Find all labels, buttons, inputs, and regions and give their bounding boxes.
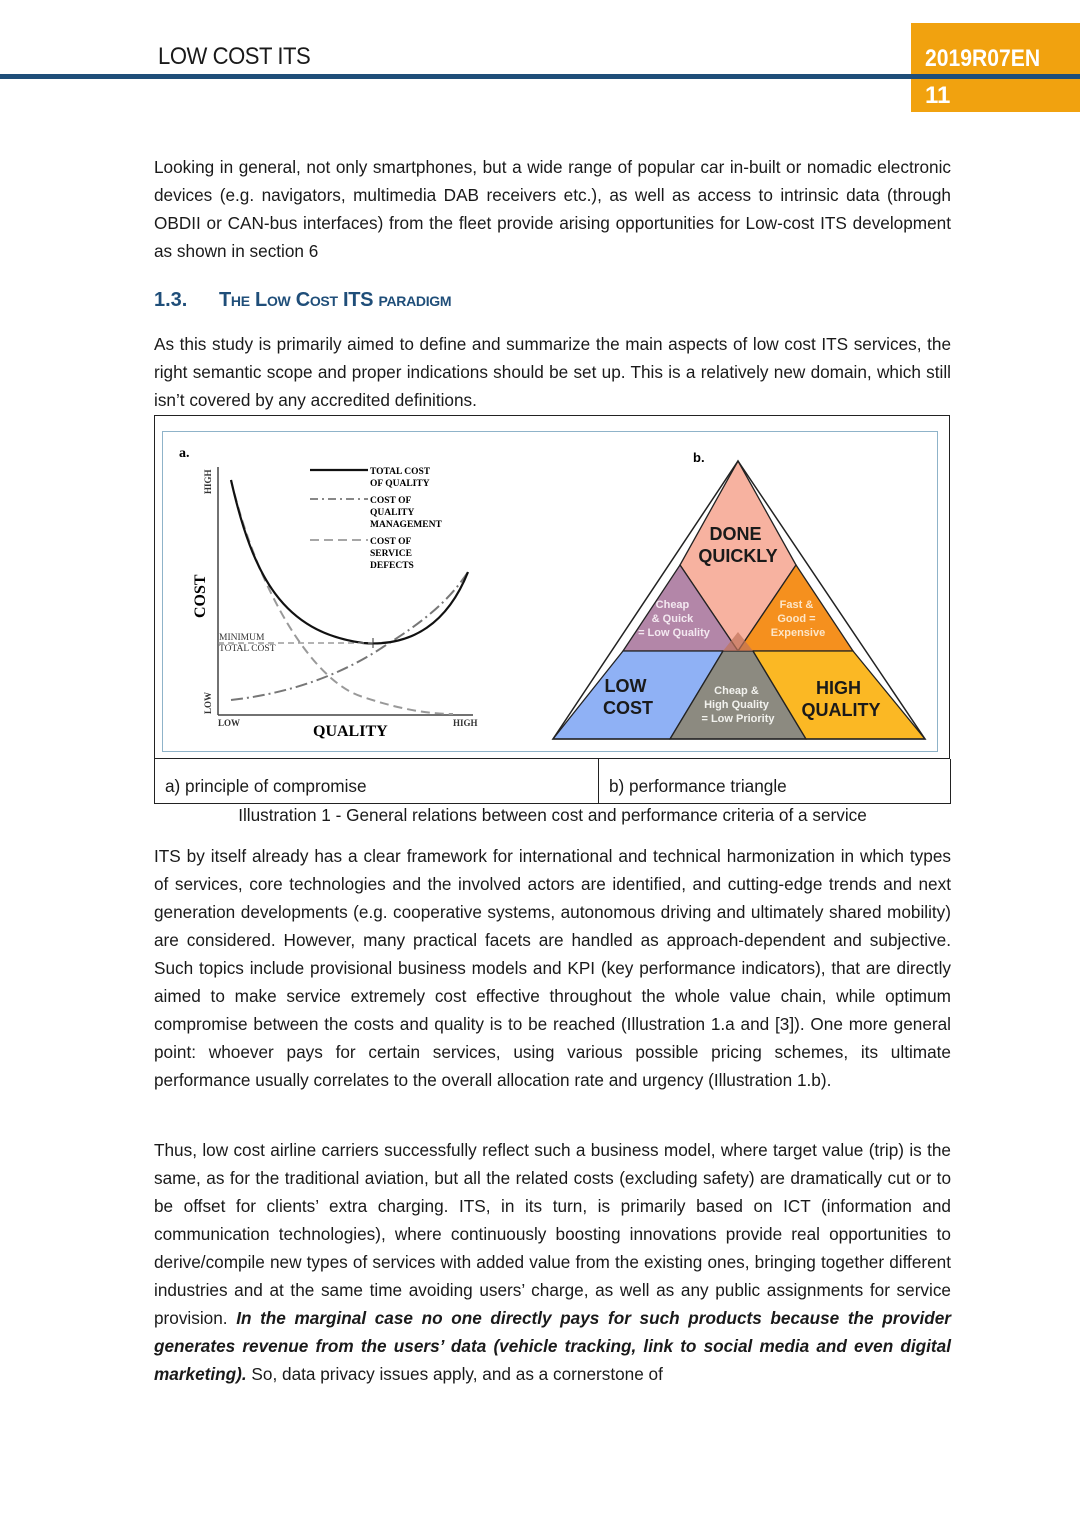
section-title: The Low Cost ITS paradigm	[219, 289, 452, 311]
low-cost-line-1: LOW	[604, 676, 647, 696]
legend-total-cost	[370, 467, 432, 489]
legend-total-cost-line-1: TOTAL COST	[370, 467, 430, 477]
legend-sd-line-1: COST OF	[370, 537, 411, 547]
legend-service-defects	[370, 537, 414, 571]
cheap-quick-line-2: & Quick	[651, 613, 694, 625]
running-header-title: LOW COST ITS	[158, 43, 311, 70]
fast-good-line-3: Expensive	[770, 627, 826, 639]
legend-sd-line-3: DEFECTS	[370, 561, 414, 571]
high-quality-line-2: QUALITY	[801, 700, 881, 720]
fast-good-line-1: Fast &	[779, 599, 814, 611]
total-cost-curve	[231, 480, 468, 643]
paragraph-low-cost-airlines	[154, 1136, 951, 1388]
paragraph-text-1: Thus, low cost airline carriers successfully reflect such a business model, where target value (trip) is the same, as for the traditional aviation, but all the related costs (excluding safety) are dramatically cut or to be offset for clients’ extra charging. ITS, in its turn, is primarily based on ICT (information and communication technologies), where continuously boosting innovations provide real opportunities to derive/compile new types of services with added value from the existing ones, bringing together different industries and at the same time avoiding users’ charge, as well as any public assignments for service provision.	[154, 1140, 951, 1328]
legend-qm-line-3: MANAGEMENT	[370, 520, 442, 530]
y-high-label: HIGH	[203, 469, 213, 494]
cheap-hq-line-2: High Quality	[704, 699, 769, 711]
legend-total-cost-line-2: OF QUALITY	[370, 479, 430, 489]
x-high-label: HIGH	[453, 718, 478, 728]
figure-caption-table	[154, 759, 951, 804]
minimum-annotation-line-2: TOTAL COST	[219, 644, 276, 654]
panel-b-performance-triangle	[548, 432, 948, 751]
legend-sd-line-2: SERVICE	[370, 549, 412, 559]
minimum-annotation-line-1: MINIMUM	[219, 633, 265, 643]
cheap-quick-line-3: = Low Quality	[638, 627, 710, 639]
done-quickly-line-1: DONE	[709, 524, 762, 544]
cheap-hq-line-1: Cheap &	[714, 685, 759, 697]
page-number: 11	[925, 82, 951, 109]
emphasized-statement: In the marginal case no one directly pays for such products because the provider generates revenue from the users’ data (vehicle tracking, link to social media and even digital marketing).	[154, 1308, 951, 1384]
caption-panel-a: a) principle of compromise	[155, 759, 599, 803]
intro-paragraph: Looking in general, not only smartphones, but a wide range of popular car in-built or nomadic electronic devices (e.g. navigators, multimedia DAB receivers etc.), as well as access to intrinsic data (through OBDII or CAN-bus interfaces) from the fleet provide arising opportunities for Low-cost ITS development as shown in section 6	[154, 157, 951, 261]
legend-qm-line-2: QUALITY	[370, 508, 414, 518]
panel-b-label: b.	[693, 450, 705, 465]
y-low-label: LOW	[203, 691, 213, 714]
header-rule	[0, 74, 1080, 79]
cheap-hq-line-3: = Low Priority	[701, 713, 775, 725]
service-defects-curve	[231, 480, 453, 714]
section-number: 1.3.	[154, 289, 188, 311]
x-axis-label: QUALITY	[313, 723, 388, 740]
x-low-label: LOW	[218, 718, 241, 728]
illustration-caption: Illustration 1 - General relations between cost and performance criteria of a service	[238, 805, 867, 825]
paragraph-text-2: So, data privacy issues apply, and as a cornerstone of	[246, 1364, 663, 1384]
fast-good-line-2: Good =	[777, 613, 816, 625]
legend-quality-management	[370, 496, 442, 530]
y-axis-label: COST	[192, 574, 209, 618]
cheap-quick-line-1: Cheap	[655, 599, 690, 611]
section-paragraph: As this study is primarily aimed to define and summarize the main aspects of low cost ITS services, the right semantic scope and proper indications should be set up. This is a relatively new domain, which still isn’t covered by any accredited definitions.	[154, 334, 951, 410]
high-quality-line-1: HIGH	[815, 678, 861, 698]
done-quickly-line-2: QUICKLY	[698, 546, 778, 566]
figure-inner	[162, 431, 938, 752]
minimum-annotation	[219, 633, 276, 654]
caption-panel-b: b) performance triangle	[609, 776, 787, 796]
legend-qm-line-1: COST OF	[370, 496, 411, 506]
panel-a-cost-quality-chart	[163, 432, 493, 751]
low-cost-line-2: COST	[602, 698, 654, 718]
document-code: 2019R07EN	[925, 45, 1041, 72]
chart-legend	[310, 467, 442, 571]
paragraph-framework: ITS by itself already has a clear framework for international and technical harmonization in which types of services, core technologies and the involved actors are identified, and cutting-edge trends and next generation developments (e.g. cooperative systems, autonomous driving and ultimately shared mobility) are considered. However, many practical facets are handled as approach-dependent and subjective. Such topics include provisional business models and KPI (key performance indicators), that are directly aimed to make service extremely cost effective throughout the whole value chain, while optimum compromise between the costs and quality is to be reached (Illustration 1.a and [3]). One more general point: whoever pays for certain services, using various possible pricing schemes, its ultimate performance usually correlates to the overall allocation rate and urgency (Illustration 1.b).	[154, 846, 951, 1090]
panel-a-label: a.	[179, 446, 190, 461]
